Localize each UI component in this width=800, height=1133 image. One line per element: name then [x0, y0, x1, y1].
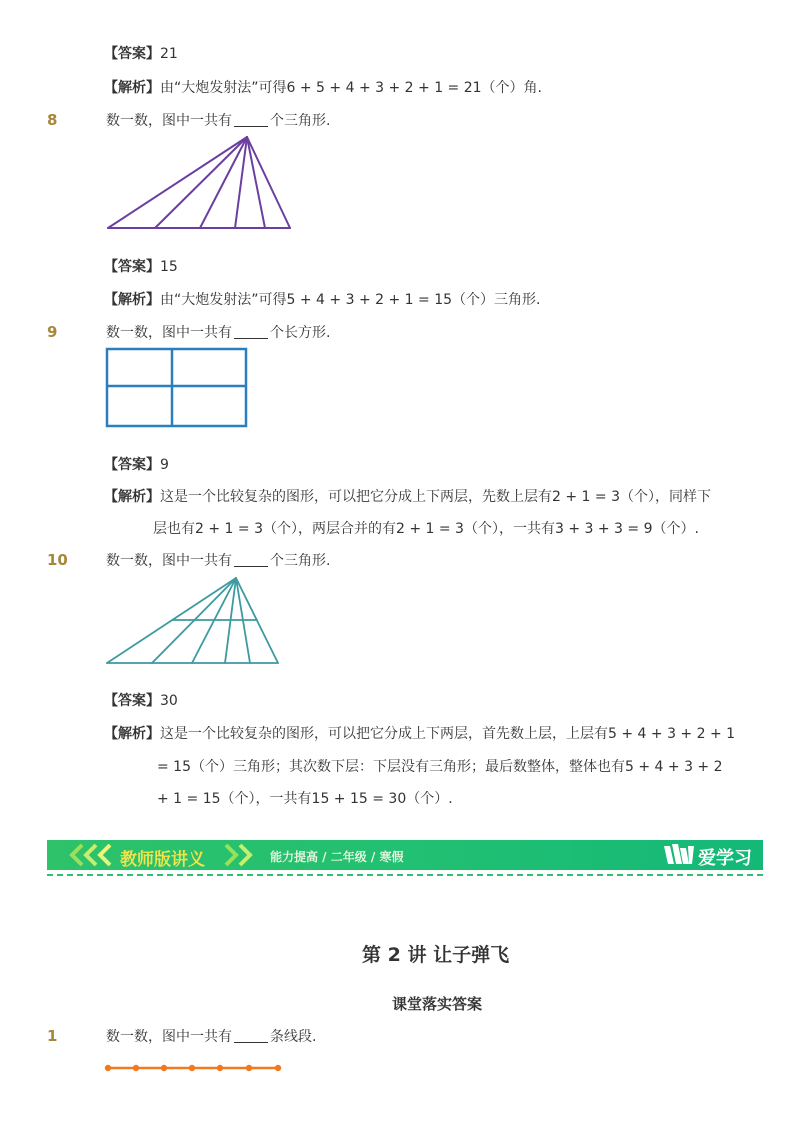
l1-question: 数一数，图中一共有 条线段. [106, 1029, 317, 1045]
q10-analysis-line1: 【解析】这是一个比较复杂的图形，可以把它分成上下两层，首先数上层，上层有5 + 4 + 3 + 2 + 1 [104, 726, 736, 742]
q8-analysis: 【解析】由“大炮发射法”可得5 + 4 + 3 + 2 + 1 = 15（个）三角形. [104, 292, 541, 308]
q8-question: 数一数，图中一共有 个三角形. [106, 113, 331, 129]
q10-question: 数一数，图中一共有 个三角形. [106, 553, 331, 569]
answer-blank [234, 112, 268, 127]
q9-rectangle-figure [104, 347, 250, 429]
q9-number: 9 [47, 323, 58, 341]
double-chevron-right-icon [222, 842, 262, 868]
q7-analysis: 【解析】由“大炮发射法”可得6 + 5 + 4 + 3 + 2 + 1 = 21（个）角. [104, 80, 542, 96]
q8-triangle-figure [100, 132, 300, 236]
q10-triangle-figure [100, 573, 290, 669]
q10-analysis-line3: + 1 = 15（个），一共有15 + 15 = 30（个）. [157, 791, 453, 807]
q8-answer: 【答案】15 [104, 259, 178, 275]
q9-question: 数一数，图中一共有 个长方形. [106, 325, 331, 341]
answer-blank [234, 324, 268, 339]
q9-answer: 【答案】9 [104, 457, 169, 473]
q10-analysis-line2: = 15（个）三角形；其次数下层：下层没有三角形；最后数整体，整体也有5 + 4 + 3 + 2 [157, 759, 723, 775]
banner-subtitle: 能力提高 / 二年级 / 寒假 [270, 850, 404, 864]
q8-number: 8 [47, 111, 58, 129]
lesson-title: 第 2 讲 让子弹飞 [362, 944, 510, 966]
l1-line-segment-figure [100, 1060, 286, 1076]
banner-title: 教师版讲义 [120, 850, 205, 870]
q10-number: 10 [47, 551, 68, 569]
l1-number: 1 [47, 1027, 58, 1045]
q7-answer: 【答案】21 [104, 46, 178, 62]
q9-analysis-line1: 【解析】这是一个比较复杂的图形，可以把它分成上下两层，先数上层有2 + 1 = 3（个），同样下 [104, 489, 711, 505]
section-subtitle: 课堂落实答案 [392, 995, 483, 1013]
q10-answer: 【答案】30 [104, 693, 178, 709]
brand-logo-icon [662, 842, 696, 868]
answer-blank [234, 1028, 268, 1043]
banner-divider [47, 874, 763, 876]
brand-name: 爱学习 [698, 848, 752, 869]
answer-blank [234, 552, 268, 567]
q9-analysis-line2: 层也有2 + 1 = 3（个），两层合并的有2 + 1 = 3（个），一共有3 + 3 + 3 = 9（个）. [153, 521, 699, 537]
double-chevron-left-icon [60, 842, 118, 868]
